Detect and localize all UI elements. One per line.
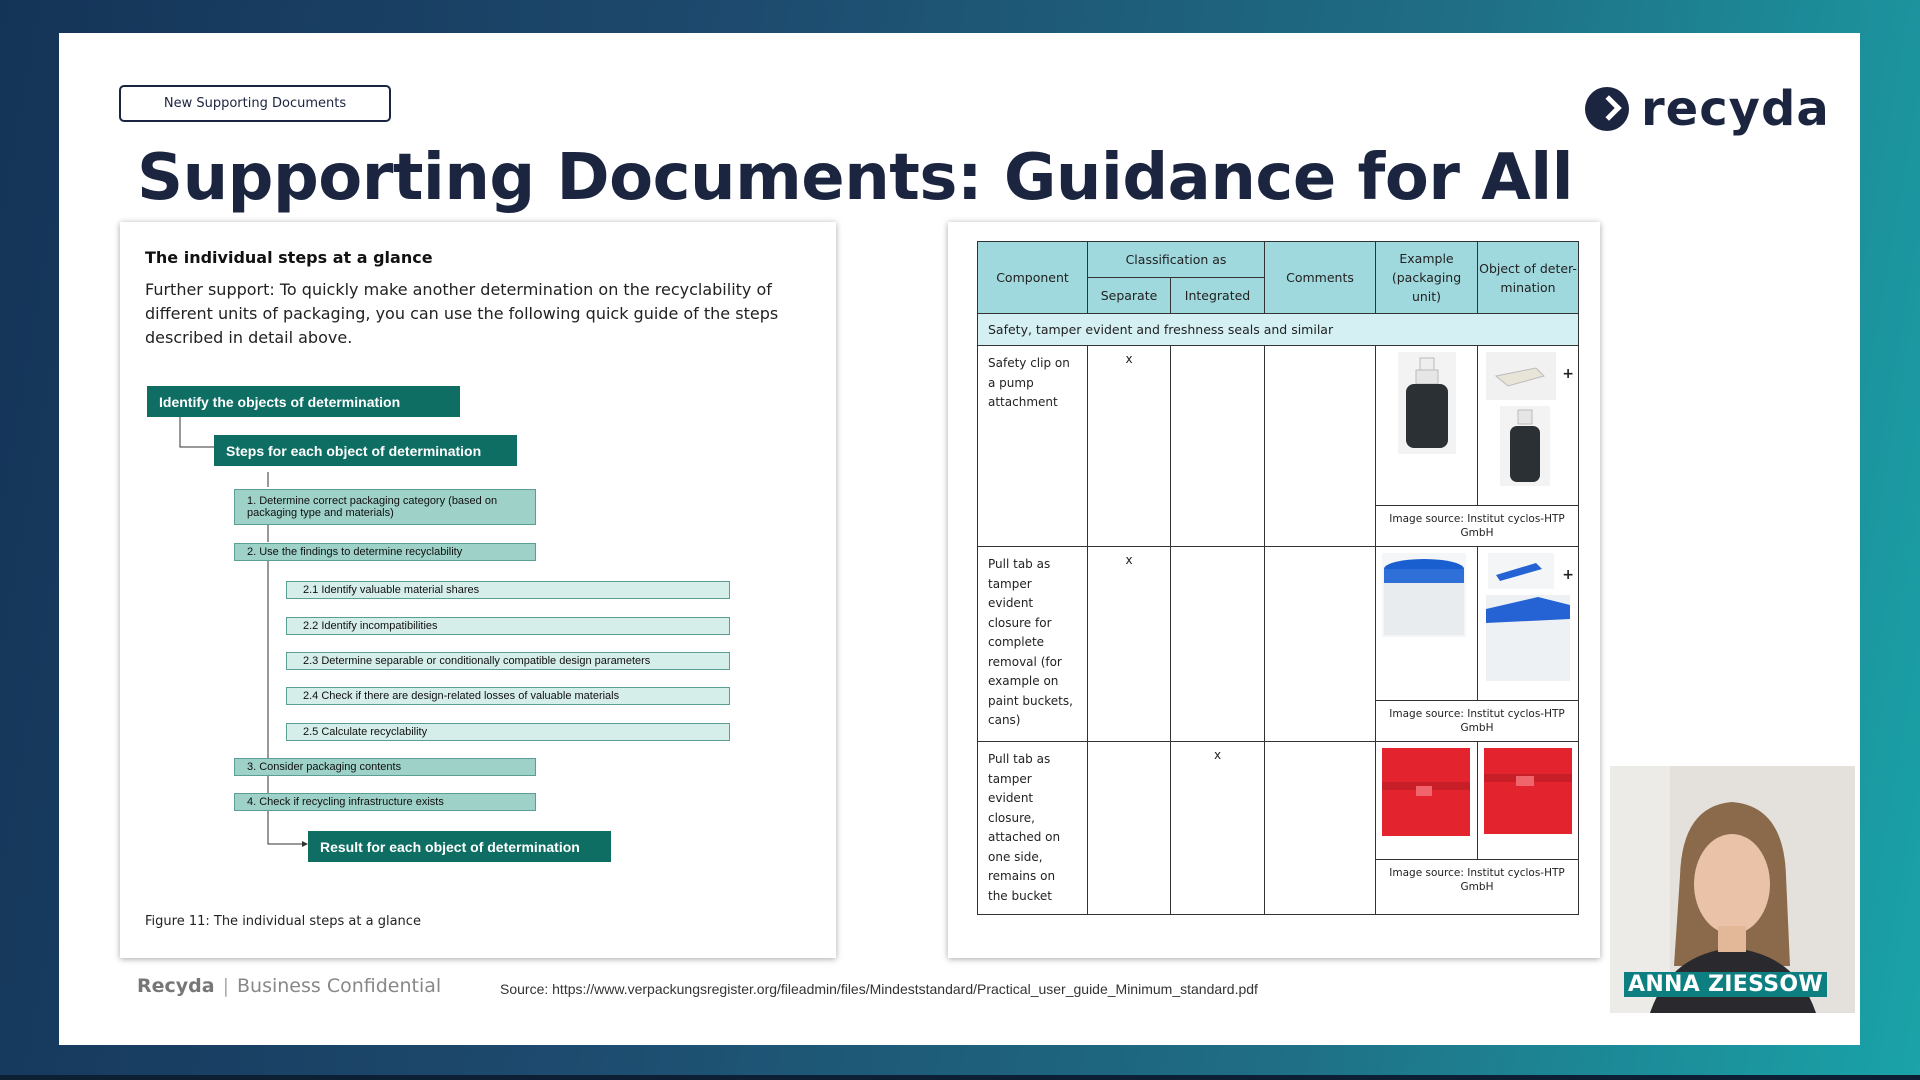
flow-sub-2-5: 2.5 Calculate recyclability <box>286 723 730 741</box>
flow-step-3: 3. Consider packaging contents <box>234 758 536 776</box>
component-cell: Safety clip on a pump attachment <box>978 346 1088 547</box>
object-image-cell <box>1478 346 1579 506</box>
header-separate: Separate <box>1088 278 1171 314</box>
steps-body: Further support: To quickly make another determination on the recyclability of different units of packaging, you can use the following quick guide of the steps described in detail above. <box>145 280 779 347</box>
footer-source: Source: https://www.verpackungsregister.org/fileadmin/files/Mindeststandard/Practical_user_guide_Minimum_standard.pdf <box>500 981 1258 997</box>
logo-text: recyda <box>1641 81 1830 137</box>
header-comments: Comments <box>1265 242 1376 314</box>
example-image-cell <box>1376 742 1478 860</box>
red-bucket-tab-image <box>1478 742 1578 856</box>
section-row: Safety, tamper evident and freshness seals and similar <box>978 314 1579 346</box>
plus-sign: + <box>1562 366 1575 382</box>
classification-document <box>948 222 1600 958</box>
integrated-cell: x <box>1171 742 1265 915</box>
separate-cell: x <box>1088 547 1171 742</box>
flow-result: Result for each object of determination <box>308 831 611 862</box>
integrated-cell <box>1171 547 1265 742</box>
plus-sign: + <box>1562 567 1575 583</box>
pump-bottle-image <box>1376 346 1476 502</box>
separate-cell: x <box>1088 346 1171 547</box>
flow-step-2: 2. Use the findings to determine recyclability <box>234 543 536 561</box>
classification-table <box>977 241 1579 915</box>
comments-cell <box>1265 346 1376 547</box>
steps-document <box>120 222 836 958</box>
flow-step-1: 1. Determine correct packaging category (based on packaging type and materials) <box>234 489 536 525</box>
object-image-cell <box>1478 547 1579 701</box>
flow-sub-2-1: 2.1 Identify valuable material shares <box>286 581 730 599</box>
page-title: Supporting Documents: Guidance for All <box>137 141 1574 215</box>
flow-sub-2-4: 2.4 Check if there are design-related losses of valuable materials <box>286 687 730 705</box>
presenter-video <box>1610 766 1855 1013</box>
header-integrated: Integrated <box>1171 278 1265 314</box>
image-source: Image source: Institut cyclos-HTP GmbH <box>1376 506 1579 547</box>
header-object: Object of deter-mination <box>1478 242 1579 314</box>
footer-brand-name: Recyda <box>137 975 215 997</box>
steps-heading: The individual steps at a glance <box>145 248 433 267</box>
footer-separator: | <box>222 975 229 997</box>
component-cell: Pull tab as tamper evident closure, attached on one side, remains on the bucket <box>978 742 1088 915</box>
table-row <box>978 547 1579 701</box>
footer-brand <box>137 975 441 997</box>
header-component: Component <box>978 242 1088 314</box>
header-example: Example (packaging unit) <box>1376 242 1478 314</box>
footer-confidential: Business Confidential <box>237 975 442 997</box>
figure-caption: Figure 11: The individual steps at a glance <box>145 914 421 929</box>
integrated-cell <box>1171 346 1265 547</box>
slide-content <box>59 33 1860 1045</box>
presenter-name: ANNA ZIESSOW <box>1624 972 1827 997</box>
separate-cell <box>1088 742 1171 915</box>
bottom-bar <box>0 1075 1920 1080</box>
flow-identify: Identify the objects of determination <box>147 386 460 417</box>
paint-bucket-image <box>1376 547 1476 697</box>
flow-step-4: 4. Check if recycling infrastructure exists <box>234 793 536 811</box>
image-source: Image source: Institut cyclos-HTP GmbH <box>1376 860 1579 915</box>
red-bucket-image <box>1376 742 1476 856</box>
example-image-cell <box>1376 346 1478 506</box>
flow-sub-2-3: 2.3 Determine separable or conditionally compatible design parameters <box>286 652 730 670</box>
example-image-cell <box>1376 547 1478 701</box>
component-cell: Pull tab as tamper evident closure for complete removal (for example on paint buckets, cans) <box>978 547 1088 742</box>
table-row <box>978 742 1579 860</box>
logo-chevron-icon <box>1585 87 1629 131</box>
image-source: Image source: Institut cyclos-HTP GmbH <box>1376 701 1579 742</box>
table-row <box>978 346 1579 506</box>
flow-sub-2-2: 2.2 Identify incompatibilities <box>286 617 730 635</box>
comments-cell <box>1265 547 1376 742</box>
flow-steps-each: Steps for each object of determination <box>214 435 517 466</box>
header-classification: Classification as <box>1088 242 1265 278</box>
recyda-logo <box>1585 81 1830 137</box>
tag-label: New Supporting Documents <box>119 85 391 122</box>
comments-cell <box>1265 742 1376 915</box>
object-image-cell <box>1478 742 1579 860</box>
